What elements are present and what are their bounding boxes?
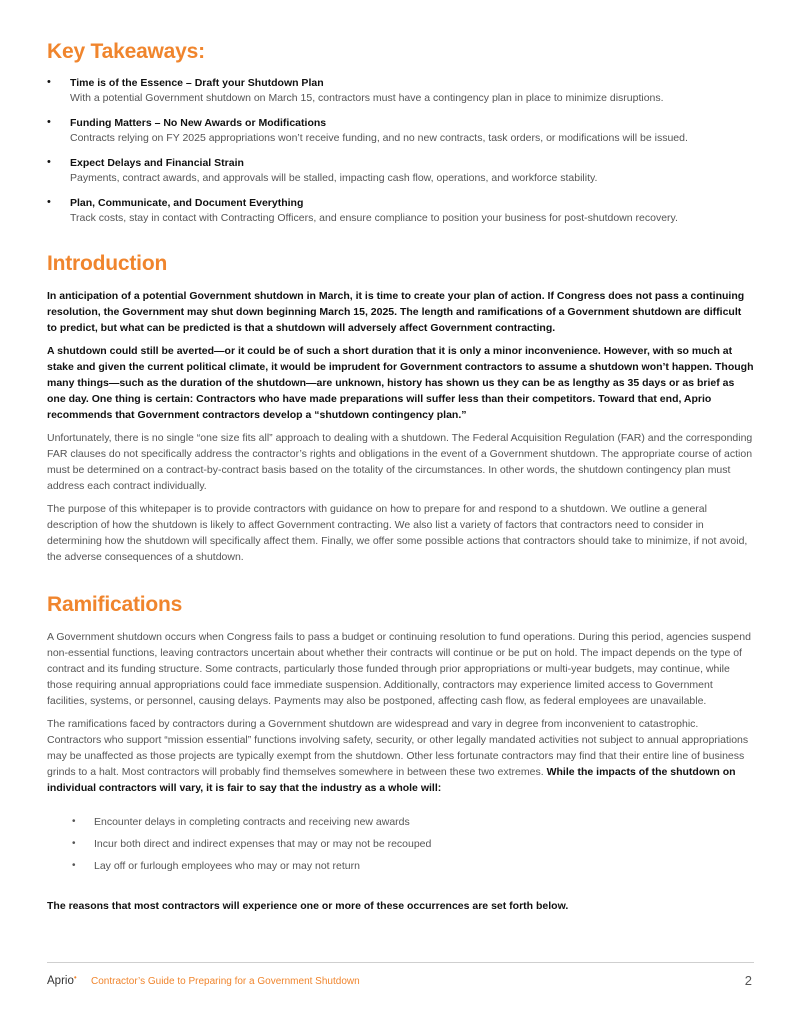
bullet-icon: • xyxy=(72,816,76,827)
ramifications-paragraph-1: A Government shutdown occurs when Congress fails to pass a budget or continuing resolution to fund operations. During this period, agencies suspend non-essential functions, leaving contractors uncertain about whether their contracts will continue or be put on hold. The impact depends on the type of contract and its funding structure. Some contracts, particularly those funded through prior appropriations or multi-year budgets, may continue, while those requiring annual appropriations could face immediate suspension. Additionally, contractors may experience limited access to Government facilities, systems, or personnel, causing delays. Payments may also be postponed, affecting cash flow, as federal employees are unavailable. xyxy=(47,631,751,707)
bullet-icon: • xyxy=(72,838,76,849)
ramifications-paragraph-2-emphasis: While the impacts of the shutdown on individual contractors will vary, it is fair to say that the industry as a whole will: xyxy=(47,766,736,794)
list-item xyxy=(47,76,754,106)
bullet-icon: • xyxy=(72,860,76,871)
bullet-icon: • xyxy=(47,76,51,88)
impact-text: Incur both direct and indirect expenses that may or may not be recouped xyxy=(94,838,432,850)
list-item xyxy=(47,814,754,830)
page-footer xyxy=(47,974,754,990)
impact-text: Lay off or furlough employees who may or may not return xyxy=(94,860,360,872)
ramifications-paragraph-2 xyxy=(47,716,754,796)
takeaway-description: Payments, contract awards, and approvals will be stalled, impacting cash flow, operations, and workforce stability. xyxy=(70,172,598,184)
takeaway-description: Contracts relying on FY 2025 appropriations won’t receive funding, and no new contracts, task orders, or modifications will be issued. xyxy=(70,132,688,144)
logo-text: Aprio xyxy=(47,975,74,987)
intro-paragraph-2: A shutdown could still be averted—or it could be of such a short duration that it is only a minor inconvenience. However, with so much at stake and given the current political climate, it would be imprudent for Government contractors to assume a shutdown won’t happen. Though many things—such as the duration of the shutdown—are unknown, history has shown us they can be as lengthy as 35 days or as brief as one day. One thing is certain: Contractors who have made preparations will suffer less than their competitors. Toward that end, Aprio recommends that Government contractors develop a “shutdown contingency plan.” xyxy=(47,345,754,421)
impacts-list xyxy=(47,814,754,874)
introduction-heading: Introduction xyxy=(47,252,168,275)
ramifications-paragraph-2-text: The ramifications faced by contractors during a Government shutdown are widespread and vary in degree from inconvenient to catastrophic. Contractors who support “mission essential” functions involving safety, security, or other legally mandated activities not subject to annual appropriations may be unaffected as those projects are typically exempt from the shutdown. Other less fortunate contractors may find that their entire line of business grinds to a halt. Most contractors will probably find themselves somewhere in between these two extremes. xyxy=(47,718,749,778)
closing-statement: The reasons that most contractors will experience one or more of these occurrences are set forth below. xyxy=(47,900,569,912)
intro-paragraph-3: Unfortunately, there is no single “one size fits all” approach to dealing with a shutdown. The Federal Acquisition Regulation (FAR) and the corresponding FAR clauses do not specifically address the contractor’s rights and obligations in the event of a Government shutdown. The appropriate course of action must be determined on a contract-by-contract basis based on the totality of the circumstances. In other words, the shutdown contingency plan must address each contract individually. xyxy=(47,432,753,492)
bullet-icon: • xyxy=(47,116,51,128)
takeaway-title: Time is of the Essence – Draft your Shutdown Plan xyxy=(70,77,324,89)
ramifications-heading: Ramifications xyxy=(47,593,183,616)
logo-mark-icon: • xyxy=(73,973,77,982)
list-item xyxy=(47,156,754,186)
impact-text: Encounter delays in completing contracts and receiving new awards xyxy=(94,816,410,828)
bullet-icon: • xyxy=(47,156,51,168)
takeaway-title: Plan, Communicate, and Document Everything xyxy=(70,197,304,209)
takeaway-description: With a potential Government shutdown on March 15, contractors must have a contingency plan in place to minimize disruptions. xyxy=(70,92,664,104)
footer-divider xyxy=(47,962,754,963)
page-content xyxy=(47,40,754,912)
page-number: 2 xyxy=(744,973,752,988)
key-takeaways-list xyxy=(47,76,754,226)
aprio-logo xyxy=(47,975,77,987)
takeaway-description: Track costs, stay in contact with Contracting Officers, and ensure compliance to position your business for post-shutdown recovery. xyxy=(70,212,678,224)
list-item xyxy=(47,196,754,226)
key-takeaways-heading: Key Takeaways: xyxy=(47,40,205,63)
list-item xyxy=(47,836,754,852)
intro-paragraph-4: The purpose of this whitepaper is to provide contractors with guidance on how to prepare for and respond to a shutdown. We outline a general description of how the shutdown is likely to affect Government contracting. We also list a variety of factors that contractors need to consider in determining how the shutdown will specifically affect them. Finally, we offer some possible actions that contractors should take to minimize, if not avoid, the adverse consequences of a shutdown. xyxy=(47,503,748,563)
takeaway-title: Funding Matters – No New Awards or Modifications xyxy=(70,117,327,129)
footer-document-title: Contractor’s Guide to Preparing for a Government Shutdown xyxy=(91,976,360,987)
intro-paragraph-1: In anticipation of a potential Government shutdown in March, it is time to create your plan of action. If Congress does not pass a continuing resolution, the Government may shut down beginning March 15, 2025. The length and ramifications of a Government shutdown are difficult to predict, but what can be predicted is that a shutdown will adversely affect Government contracting. xyxy=(47,290,745,334)
list-item xyxy=(47,858,754,874)
bullet-icon: • xyxy=(47,196,51,208)
list-item xyxy=(47,116,754,146)
takeaway-title: Expect Delays and Financial Strain xyxy=(70,157,244,169)
